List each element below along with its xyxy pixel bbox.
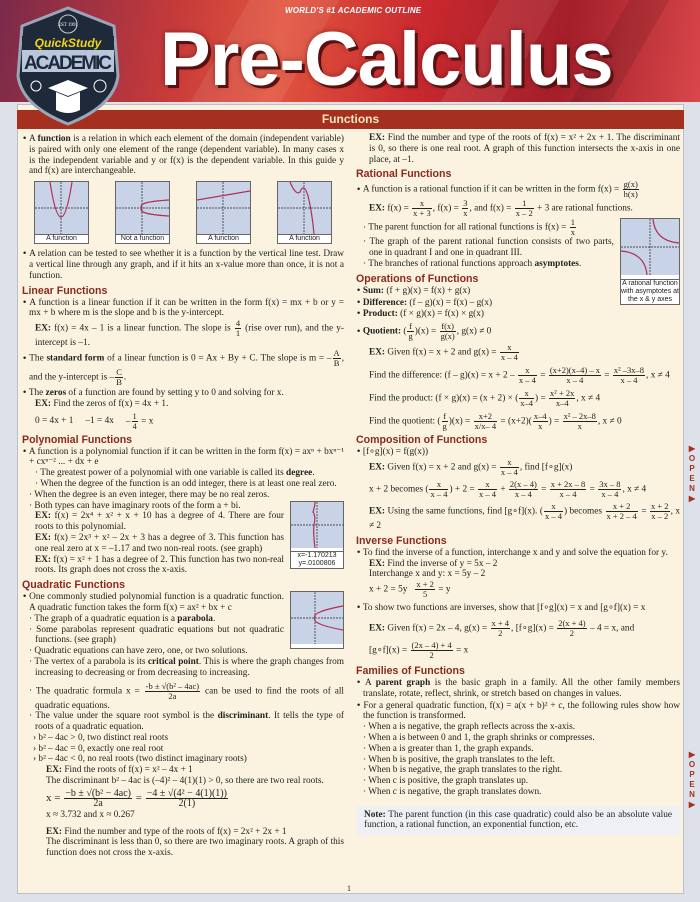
heading-polynomial: Polynomial Functions <box>22 433 133 446</box>
text: · The vertex of a parabola is its critical point. This is where the graph changes from increasing to decreasing or from decreasing to increasing. <box>22 657 344 679</box>
quadratic-formula: · The quadratic formula x = $\frac{\text{-b ± √(b² – 4ac)}}{2a}$ can be used to find the roots of all quadratic equations. <box>22 682 344 712</box>
example: EX: f(x) = 4x – 1 is a linear function. The slope is $\frac{4}{1}$ (rise over run), and the y-intercept is –1. <box>35 318 344 349</box>
example: EX: Given f(x) = x + 2 and g(x) = $\frac{x}{x - 4}$ , find [f∘g](x) <box>369 456 573 477</box>
tagline: WORLD'S #1 ACADEMIC OUTLINE <box>285 6 422 15</box>
text: · The graph of a quadratic equation is a parabola. <box>22 614 344 625</box>
example: EX: f(x) = $\frac{x}{x + 3}$ , f(x) = $\frac{3}{x}$ , and f(x) = $\frac{1}{x - 2}$ + 3 are rational functions. <box>369 198 633 219</box>
zeros: • The zeros of a function are found by setting y to 0 and solving for x. <box>22 387 344 399</box>
text: • For a general quadratic function, f(x) = a(x + b)² + c, the following rules show how the function is transformed. <box>356 700 680 723</box>
graph-polynomial <box>290 501 344 570</box>
graph-rational <box>620 218 680 305</box>
zeros-steps: 0 = 4x + 1 –1 = 4x – $\frac{1}{4}$ = x <box>35 410 154 431</box>
page-title: Pre-Calculus <box>160 17 613 102</box>
heading-operations: Operations of Functions <box>356 272 479 285</box>
heading-linear: Linear Functions <box>22 284 108 297</box>
graph-cubic <box>277 181 332 244</box>
text: · The parent function for all rational functions is f(x) = $\frac{1}{x}$ <box>356 218 680 237</box>
right-column <box>356 133 680 835</box>
text: Interchange x and y: x = 5y – 2 <box>369 569 486 580</box>
find-difference: Find the difference: (f – g)(x) = x + 2 – $\frac{x}{x - 4}$ = $\frac{(x+2)(x-4) - x}{x - 4}$ = $\frac{\text{x² –3x–8}}{x - 4}$ , x ≠ 4 <box>369 365 670 386</box>
svg-text:EST 1991: EST 1991 <box>57 23 79 28</box>
graph-line <box>196 181 251 244</box>
example: EX: Find the roots of f(x) = x² – 4x + 1 <box>46 765 193 776</box>
text: · The branches of rational functions approach asymptotes. <box>356 259 680 270</box>
example: EX: Find the inverse of y = 5x – 2 <box>369 558 498 569</box>
standard-form: • The standard form of a linear function is 0 = Ax + By + C. The slope is m = – $\frac{A}{B}$ , and the y-intercept is – $\frac{C}{B}$ . <box>22 349 344 387</box>
function-graphs <box>22 177 344 248</box>
graph-label: Not a function <box>116 234 169 243</box>
section-title: Functions <box>17 110 684 129</box>
graph-label: A function <box>35 234 88 243</box>
function-definition: • A function is a relation in which each element of the domain (independent variable) is paired with only one element of the range (dependent variable). In many cases x is the independent variable and y or f(x) is the dependent variable. In this guide y and f(x) are interchangeable. <box>22 133 344 177</box>
text: • To show two functions are inverses, show that [f∘g](x) = x and [g∘f](x) = x <box>356 602 680 614</box>
text: • A function is a polynomial function if it can be written in the form f(x) = axⁿ + bxⁿ⁻¹ + cxⁿ⁻² ... + dx + e <box>22 446 344 469</box>
example: EX: Find the number and type of the roots of f(x) = x² + 2x + 1. The discriminant is 0, so there is one real root. A graph of this function intersects the x-axis in one place, at –1. <box>369 133 680 165</box>
text: The discriminant b² – 4ac is (–4)² – 4(1)(1) > 0, so there are two real roots. <box>46 776 324 787</box>
rule: · When c is negative, the graph translates down. <box>356 787 680 798</box>
text: x ≈ 3.732 and x ≈ 0.267 <box>46 809 135 820</box>
text: · Both types can have imaginary roots of the form a + bi. <box>22 501 344 512</box>
text: • A function is a rational function if it can be written in the form f(x) = $\frac{g(x)}{h(x)}$ <box>356 180 680 199</box>
rule: · When b is positive, the graph translates to the left. <box>356 755 680 766</box>
find-quotient: Find the quotient: ( $\frac{f}{g}$ )(x) = $\frac{x+2}{x/x- 4}$ = (x+2)( $\frac{x-4}{x}$ ) = $\frac{\text{x² – 2x–8}}{x}$ , x ≠ 0 <box>369 411 622 432</box>
composition-worked: x + 2 becomes ( $\frac{x}{x - 4}$ ) + 2 = $\frac{x}{x - 4}$ + $\frac{2(x - 4)}{x - 4}$ = $\frac{x + 2x - 8}{x - 4}$ = $\frac{3x - 8}{x - 4}$ , x ≠ 4 <box>369 478 647 499</box>
heading-quadratic: Quadratic Functions <box>22 579 126 592</box>
discriminant-case: › b² – 4ac = 0, exactly one real root <box>22 744 344 755</box>
example: EX: f(x) = 2x⁴ + x² + x + 10 has a degree of 4. There are four roots to this polynomial. <box>35 511 285 533</box>
formula-worked: x = $\frac{\text{−b ± √(b² − 4ac)}}{2a}$ = $\frac{\text{−4 ± √(4² − 4(1)(1))}}{2(1)}$ <box>46 787 227 809</box>
text: • One commonly studied polynomial function is a quadratic function. A quadratic function takes the form f(x) = ax² + bx + c <box>22 591 344 614</box>
heading-composition: Composition of Functions <box>356 434 488 447</box>
example: EX: Given f(x) = x + 2 and g(x) = $\frac{x}{x - 4}$ <box>369 342 518 363</box>
open-tab[interactable]: ▶ O P E N ▶ <box>688 750 696 809</box>
discriminant-case: › b² – 4ac > 0, two distinct real roots <box>22 733 344 744</box>
text: • To find the inverse of a function, interchange x and y and solve the equation for y. <box>356 547 680 559</box>
example: EX: Find the zeros of f(x) = 4x + 1. <box>35 398 169 409</box>
quotient: • Quotient: ( $\frac{f}{g}$ )(x) = $\frac{f(x)}{g(x)}$ , g(x) ≠ 0 <box>356 322 680 341</box>
graph-parabola <box>34 181 89 244</box>
rule: · When a is between 0 and 1, the graph shrinks or compresses. <box>356 733 680 744</box>
rule: · When c is positive, the graph translates up. <box>356 776 680 787</box>
example: EX: f(x) = x² + 1 has a degree of 2. This function has two non-real roots. Its graph does not cross the x-axis. <box>35 554 284 576</box>
heading-inverse: Inverse Functions <box>356 534 447 547</box>
graph-readout-x: x=-1.170213 <box>291 551 343 560</box>
text: • A function is a linear function if it can be written in the form f(x) = mx + b or y = mx + b where m is the slope and b is the y-intercept. <box>22 297 344 320</box>
example: EX: Given f(x) = 2x – 4, g(x) = $\frac{x + 4}{2}$ , [f∘g](x) = $\frac{2(x + 4)}{2}$ – 4 = x, and <box>369 617 635 638</box>
difference: • Difference: (f – g)(x) = f(x) – g(x) <box>356 297 680 309</box>
sum: • Sum: (f + g)(x) = f(x) + g(x) <box>356 285 680 297</box>
product: • Product: (f × g)(x) = f(x) × g(x) <box>356 308 680 320</box>
example: EX: f(x) = 2x³ + x² – 2x + 3 has a degree of 3. This function has one real zero at x = –1.17 and two non-real roots. (see graph) <box>35 532 285 554</box>
page-number: 1 <box>347 884 351 893</box>
inverse-check: [g∘f](x) = $\frac{(2x - 4) + 4}{2}$ = x <box>369 639 469 660</box>
text: The discriminant is less than 0, so there are two imaginary roots. A graph of this function does not cross the x-axis. <box>46 837 344 859</box>
text: • A parent graph is the basic graph in a family. All the other family members translate, rotate, reflect, shrink, or stretch based on changes in values. <box>356 677 680 700</box>
text: • [f∘g](x) = f(g(x)) <box>356 446 680 458</box>
svg-text:ACADEMIC: ACADEMIC <box>24 53 112 74</box>
heading-rational: Rational Functions <box>356 168 452 181</box>
graph-label: A function <box>197 234 250 243</box>
svg-text:QuickStudy: QuickStudy <box>34 36 102 50</box>
example: EX: Find the number and type of the roots of f(x) = 2x² + 2x + 1 <box>46 826 287 837</box>
heading-families: Families of Functions <box>356 664 465 677</box>
open-tab[interactable]: ▶ O P E N ▶ <box>688 444 696 503</box>
rule: · When a is greater than 1, the graph expands. <box>356 744 680 755</box>
graph-label: A function <box>278 234 331 243</box>
find-product: Find the product: (f × g)(x) = (x + 2) × ( $\frac{x}{x-4}$ ) = $\frac{\text{x² + 2x}}{x-4}$ , x ≠ 4 <box>369 388 601 409</box>
graph-sideways-parabola <box>290 591 344 649</box>
graph-caption: A rational function with asymptotes at the x & y axes <box>621 280 679 304</box>
text: · The graph of the parent rational function consists of two parts, one in quadrant I and one in quadrant III. <box>356 237 680 259</box>
left-column <box>22 133 344 859</box>
note-box: Note: The parent function (in this case quadratic) could also be an absolute value function, a rational function, an exponential function, etc. <box>356 806 680 835</box>
text: · The greatest power of a polynomial with one variable is called its degree. <box>22 468 344 479</box>
inverse-steps: x + 2 = 5y $\frac{x + 2}{5}$ = y <box>369 579 451 600</box>
rule: · When a is negative, the graph reflects across the x-axis. <box>356 722 680 733</box>
vertical-line-test: • A relation can be tested to see whether it is a function by the vertical line test. Draw a vertical line through any graph, and if it hits an x-value more than once, it is not a function. <box>22 248 344 281</box>
rule: · When b is negative, the graph translates to the right. <box>356 765 680 776</box>
discriminant-case: › b² – 4ac < 0, no real roots (two distinct imaginary roots) <box>22 754 344 765</box>
quickstudy-logo <box>14 6 122 126</box>
graph-sideways-parabola <box>115 181 170 244</box>
graph-readout-y: y=.0100806 <box>298 560 336 568</box>
text: · Quadratic equations can have zero, one, or two solutions. <box>22 646 344 657</box>
example: EX: Using the same functions, find [g∘f](x). ( $\frac{x}{x - 4}$ ) becomes $\frac{x + 2}{x + 2 - 4}$ = $\frac{x + 2}{x - 2}$ , x ≠ 2 <box>369 500 681 531</box>
text: · Some parabolas represent quadratic equations but not quadratic functions. (see graph) <box>22 625 344 647</box>
text: · When the degree is an even integer, there may be no real zeros. <box>22 490 344 501</box>
text: · The value under the square root symbol is the discriminant. It tells the type of roots of a quadratic equation. <box>22 711 344 733</box>
text: · When the degree of the function is an odd integer, there is at least one real zero. <box>22 479 344 490</box>
